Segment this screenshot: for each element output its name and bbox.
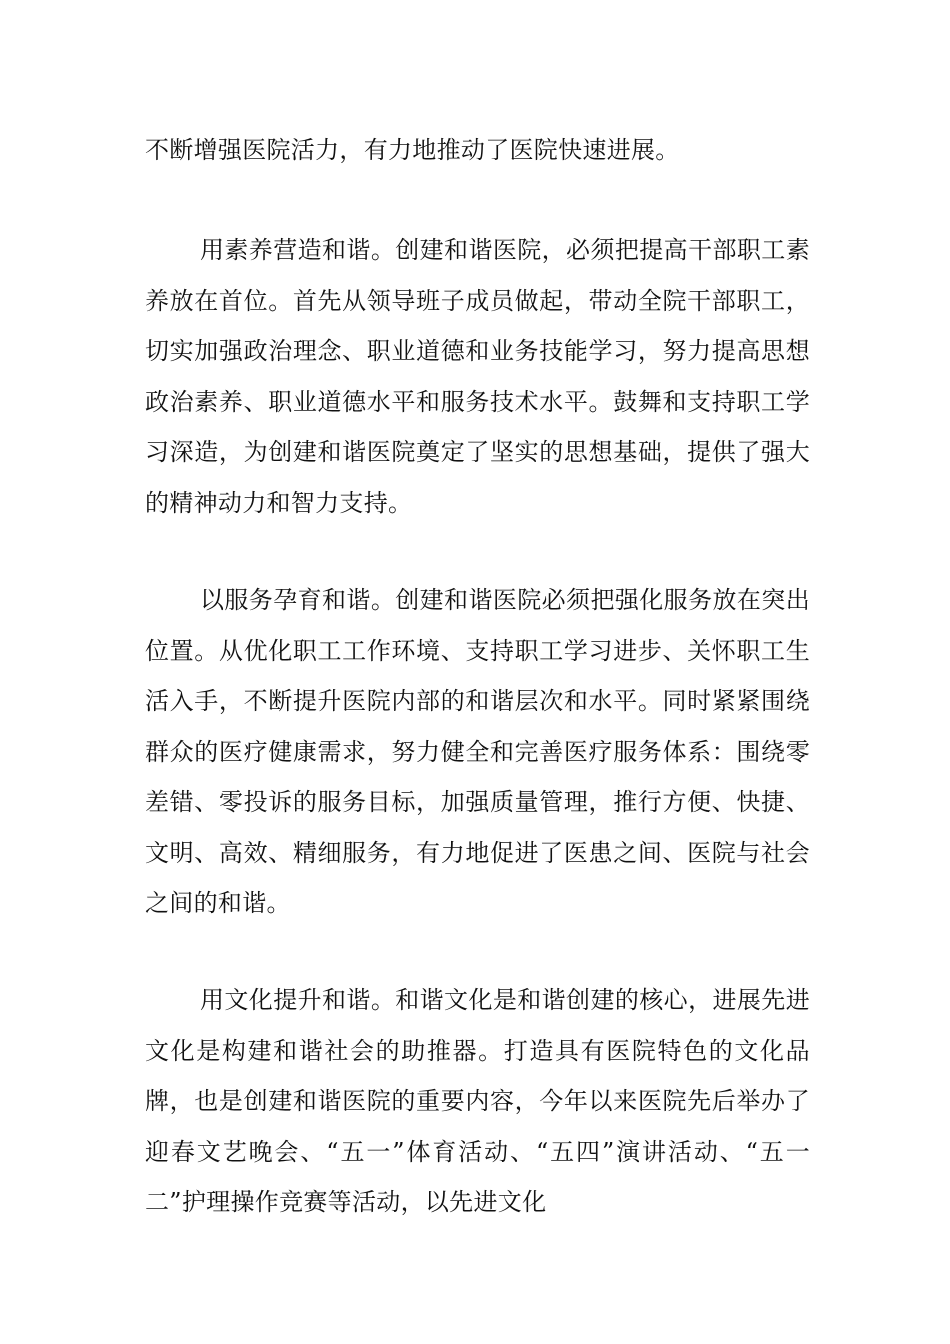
paragraph-culture-harmony: 用文化提升和谐。和谐文化是和谐创建的核心，进展先进文化是构建和谐社会的助推器。打造具有医院特色的文化品牌，也是创建和谐医院的重要内容，今年以来医院先后举办了迎春文艺晚会、“五一”体育活动、“五四”演讲活动、“五一二”护理操作竞赛等活动，以先进文化	[145, 986, 810, 1216]
paragraph-quality-harmony: 用素养营造和谐。创建和谐医院，必须把提高干部职工素养放在首位。首先从领导班子成员做起，带动全院干部职工，切实加强政治理念、职业道德和业务技能学习，努力提高思想政治素养、职业道德水平和服务技术水平。鼓舞和支持职工学习深造，为创建和谐医院奠定了坚实的思想基础，提供了强大的精神动力和智力支持。	[145, 236, 810, 517]
paragraph-service-harmony: 以服务孕育和谐。创建和谐医院必须把强化服务放在突出位置。从优化职工工作环境、支持职工学习进步、关怀职工生活入手，不断提升医院内部的和谐层次和水平。同时紧紧围绕群众的医疗健康需求，努力健全和完善医疗服务体系：围绕零差错、零投诉的服务目标，加强质量管理，推行方便、快捷、文明、高效、精细服务，有力地促进了医患之间、医院与社会之间的和谐。	[145, 586, 810, 917]
paragraph-continuation: 不断增强医院活力，有力地推动了医院快速进展。	[145, 136, 680, 164]
